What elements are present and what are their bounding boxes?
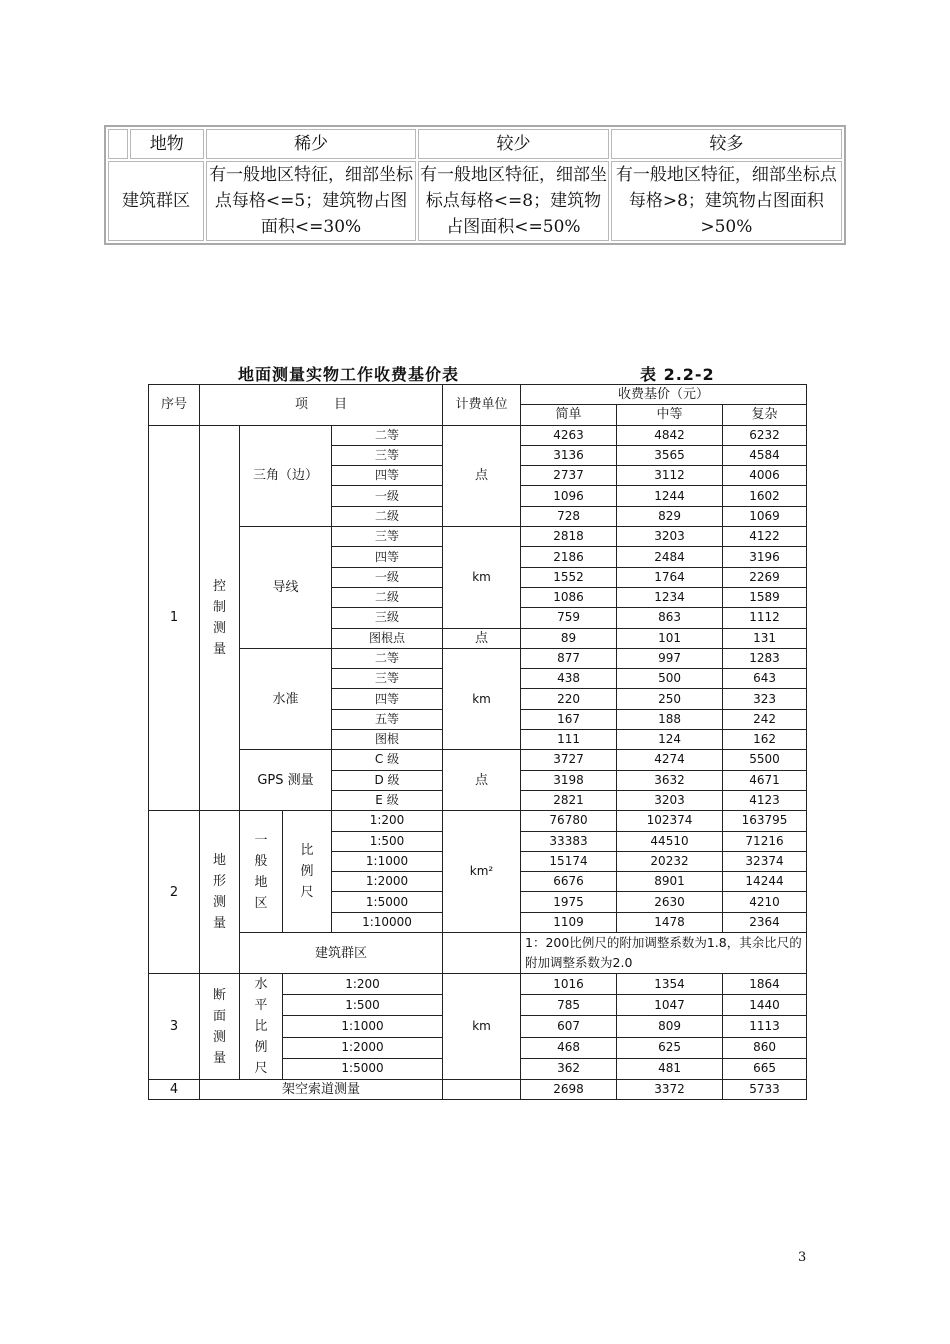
table-row [149,811,807,831]
price-complex: 4123 [723,790,807,810]
scale: 1:2000 [332,872,443,892]
grade: 四等 [332,547,443,567]
grade: 四等 [332,466,443,486]
fee-table-number: 表 2.2-2 [640,365,715,384]
building-area-note: 1：200比例尺的附加调整系数为1.8，其余比尺的附加调整系数为2.0 [521,933,807,974]
price-medium: 3372 [617,1080,723,1100]
unit-blank [443,1080,521,1100]
table-row [149,648,807,668]
price-medium: 3112 [617,466,723,486]
price-medium: 997 [617,648,723,668]
grade: C 级 [332,750,443,770]
fee-table-caption [148,360,806,384]
price-complex: 4584 [723,445,807,465]
scale: 1:2000 [283,1037,443,1058]
seq-2: 2 [149,811,200,974]
price-complex: 1440 [723,995,807,1016]
price-complex: 1602 [723,486,807,506]
price-complex: 14244 [723,872,807,892]
price-medium: 1764 [617,567,723,587]
horizontal-scale-label: 水平比例尺 [240,974,283,1080]
header-simple: 简单 [521,405,617,425]
price-medium: 1244 [617,486,723,506]
price-simple: 3136 [521,445,617,465]
grade: 二等 [332,425,443,445]
price-complex: 5733 [723,1080,807,1100]
unit-blank [443,933,521,974]
price-complex: 665 [723,1058,807,1079]
grade: 三等 [332,669,443,689]
price-medium: 2630 [617,892,723,912]
price-medium: 2484 [617,547,723,567]
price-simple: 1096 [521,486,617,506]
price-complex: 1112 [723,608,807,628]
grade: D 级 [332,770,443,790]
price-medium: 4842 [617,425,723,445]
group-gps: GPS 测量 [240,750,332,811]
cell-sparse: 有一般地区特征，细部坐标点每格<=5；建筑物占图面积<=30% [206,161,416,241]
table-row [108,161,842,241]
category-topographic-survey: 地形测量 [200,811,240,974]
unit-point: 点 [443,425,521,526]
price-medium: 481 [617,1058,723,1079]
price-complex: 1283 [723,648,807,668]
table-row [149,750,807,770]
grade: 二级 [332,506,443,526]
price-medium: 20232 [617,851,723,871]
grade: 图根点 [332,628,443,648]
grade: 二级 [332,587,443,607]
price-simple: 167 [521,709,617,729]
cell-more: 有一般地区特征，细部坐标点每格>8；建筑物占图面积>50% [611,161,842,241]
price-complex: 32374 [723,851,807,871]
price-simple: 2821 [521,790,617,810]
price-simple: 728 [521,506,617,526]
price-complex: 643 [723,669,807,689]
price-complex: 2269 [723,567,807,587]
grade: 三级 [332,608,443,628]
unit-km: km [443,974,521,1080]
header-complex: 复杂 [723,405,807,425]
unit-km: km [443,527,521,628]
group-triangulation: 三角（边） [240,425,332,526]
price-complex: 163795 [723,811,807,831]
price-complex: 4210 [723,892,807,912]
price-simple: 759 [521,608,617,628]
price-complex: 4671 [723,770,807,790]
price-complex: 860 [723,1037,807,1058]
price-complex: 1069 [723,506,807,526]
category-control-survey: 控制测量 [200,425,240,811]
price-simple: 607 [521,1016,617,1037]
price-medium: 625 [617,1037,723,1058]
price-complex: 4006 [723,466,807,486]
price-simple: 15174 [521,851,617,871]
price-simple: 438 [521,669,617,689]
price-medium: 4274 [617,750,723,770]
price-medium: 1478 [617,912,723,932]
price-complex: 323 [723,689,807,709]
grade: 四等 [332,689,443,709]
scale-label: 比例尺 [283,811,332,933]
grade: E 级 [332,790,443,810]
grade: 三等 [332,527,443,547]
price-simple: 3198 [521,770,617,790]
price-medium: 809 [617,1016,723,1037]
header-less: 较少 [418,129,609,159]
header-price: 收费基价（元） [521,385,807,405]
price-medium: 188 [617,709,723,729]
price-simple: 2818 [521,527,617,547]
page-number: 3 [798,1250,807,1265]
header-seq: 序号 [149,385,200,426]
table-header-row [108,129,842,159]
price-medium: 3565 [617,445,723,465]
unit-point: 点 [443,750,521,811]
price-simple: 468 [521,1037,617,1058]
scale: 1:200 [283,974,443,995]
row-label-building-area: 建筑群区 [108,161,204,241]
price-simple: 6676 [521,872,617,892]
price-medium: 500 [617,669,723,689]
seq-1: 1 [149,425,200,811]
price-complex: 162 [723,730,807,750]
price-complex: 3196 [723,547,807,567]
price-simple: 89 [521,628,617,648]
scale: 1:10000 [332,912,443,932]
price-medium: 250 [617,689,723,709]
scale: 1:500 [332,831,443,851]
price-simple: 111 [521,730,617,750]
header-medium: 中等 [617,405,723,425]
seq-4: 4 [149,1080,200,1100]
price-simple: 76780 [521,811,617,831]
price-medium: 1234 [617,587,723,607]
price-medium: 863 [617,608,723,628]
cell-less: 有一般地区特征，细部坐标点每格<=8；建筑物占图面积<=50% [418,161,609,241]
sub-general-area: 一般地区 [240,811,283,933]
table-row [149,425,807,445]
price-simple: 785 [521,995,617,1016]
price-simple: 1552 [521,567,617,587]
price-simple: 220 [521,689,617,709]
price-simple: 362 [521,1058,617,1079]
price-medium: 8901 [617,872,723,892]
price-complex: 2364 [723,912,807,932]
price-medium: 1354 [617,974,723,995]
price-simple: 2698 [521,1080,617,1100]
grade: 三等 [332,445,443,465]
group-traverse: 导线 [240,527,332,649]
building-area-label: 建筑群区 [240,933,443,974]
price-medium: 44510 [617,831,723,851]
price-simple: 877 [521,648,617,668]
grade: 五等 [332,709,443,729]
price-complex: 131 [723,628,807,648]
price-complex: 5500 [723,750,807,770]
group-leveling: 水准 [240,648,332,749]
price-medium: 829 [617,506,723,526]
unit-km2: km² [443,811,521,933]
price-medium: 124 [617,730,723,750]
price-simple: 1109 [521,912,617,932]
header-more: 较多 [611,129,842,159]
table-row [149,1080,807,1100]
price-simple: 2186 [521,547,617,567]
header-row [149,385,807,405]
price-complex: 1113 [723,1016,807,1037]
blank-header-cell [108,129,128,159]
fee-table [148,384,807,1100]
price-complex: 6232 [723,425,807,445]
scale: 1:200 [332,811,443,831]
scale: 1:5000 [332,892,443,912]
scale: 1:500 [283,995,443,1016]
grade: 二等 [332,648,443,668]
header-feature: 地物 [130,129,204,159]
header-sparse: 稀少 [206,129,416,159]
seq-3: 3 [149,974,200,1080]
table-row [149,974,807,995]
price-simple: 1086 [521,587,617,607]
price-complex: 242 [723,709,807,729]
unit-km: km [443,648,521,749]
scale: 1:1000 [332,851,443,871]
price-simple: 1975 [521,892,617,912]
grade: 一级 [332,567,443,587]
table-row [149,527,807,547]
fee-table-title: 地面测量实物工作收费基价表 [238,365,460,384]
price-medium: 1047 [617,995,723,1016]
fee-table-block [148,360,806,1100]
price-medium: 101 [617,628,723,648]
price-simple: 2737 [521,466,617,486]
price-medium: 3632 [617,770,723,790]
grade: 图根 [332,730,443,750]
price-medium: 102374 [617,811,723,831]
terrain-class-table [104,125,846,245]
unit-point: 点 [443,628,521,648]
price-simple: 4263 [521,425,617,445]
header-unit: 计费单位 [443,385,521,426]
price-complex: 4122 [723,527,807,547]
price-simple: 33383 [521,831,617,851]
price-medium: 3203 [617,790,723,810]
price-complex: 71216 [723,831,807,851]
header-item: 项 目 [200,385,443,426]
category-section-survey: 断面测量 [200,974,240,1080]
price-complex: 1864 [723,974,807,995]
grade: 一级 [332,486,443,506]
price-medium: 3203 [617,527,723,547]
price-simple: 1016 [521,974,617,995]
scale: 1:1000 [283,1016,443,1037]
price-complex: 1589 [723,587,807,607]
scale: 1:5000 [283,1058,443,1079]
cableway-survey: 架空索道测量 [200,1080,443,1100]
price-simple: 3727 [521,750,617,770]
